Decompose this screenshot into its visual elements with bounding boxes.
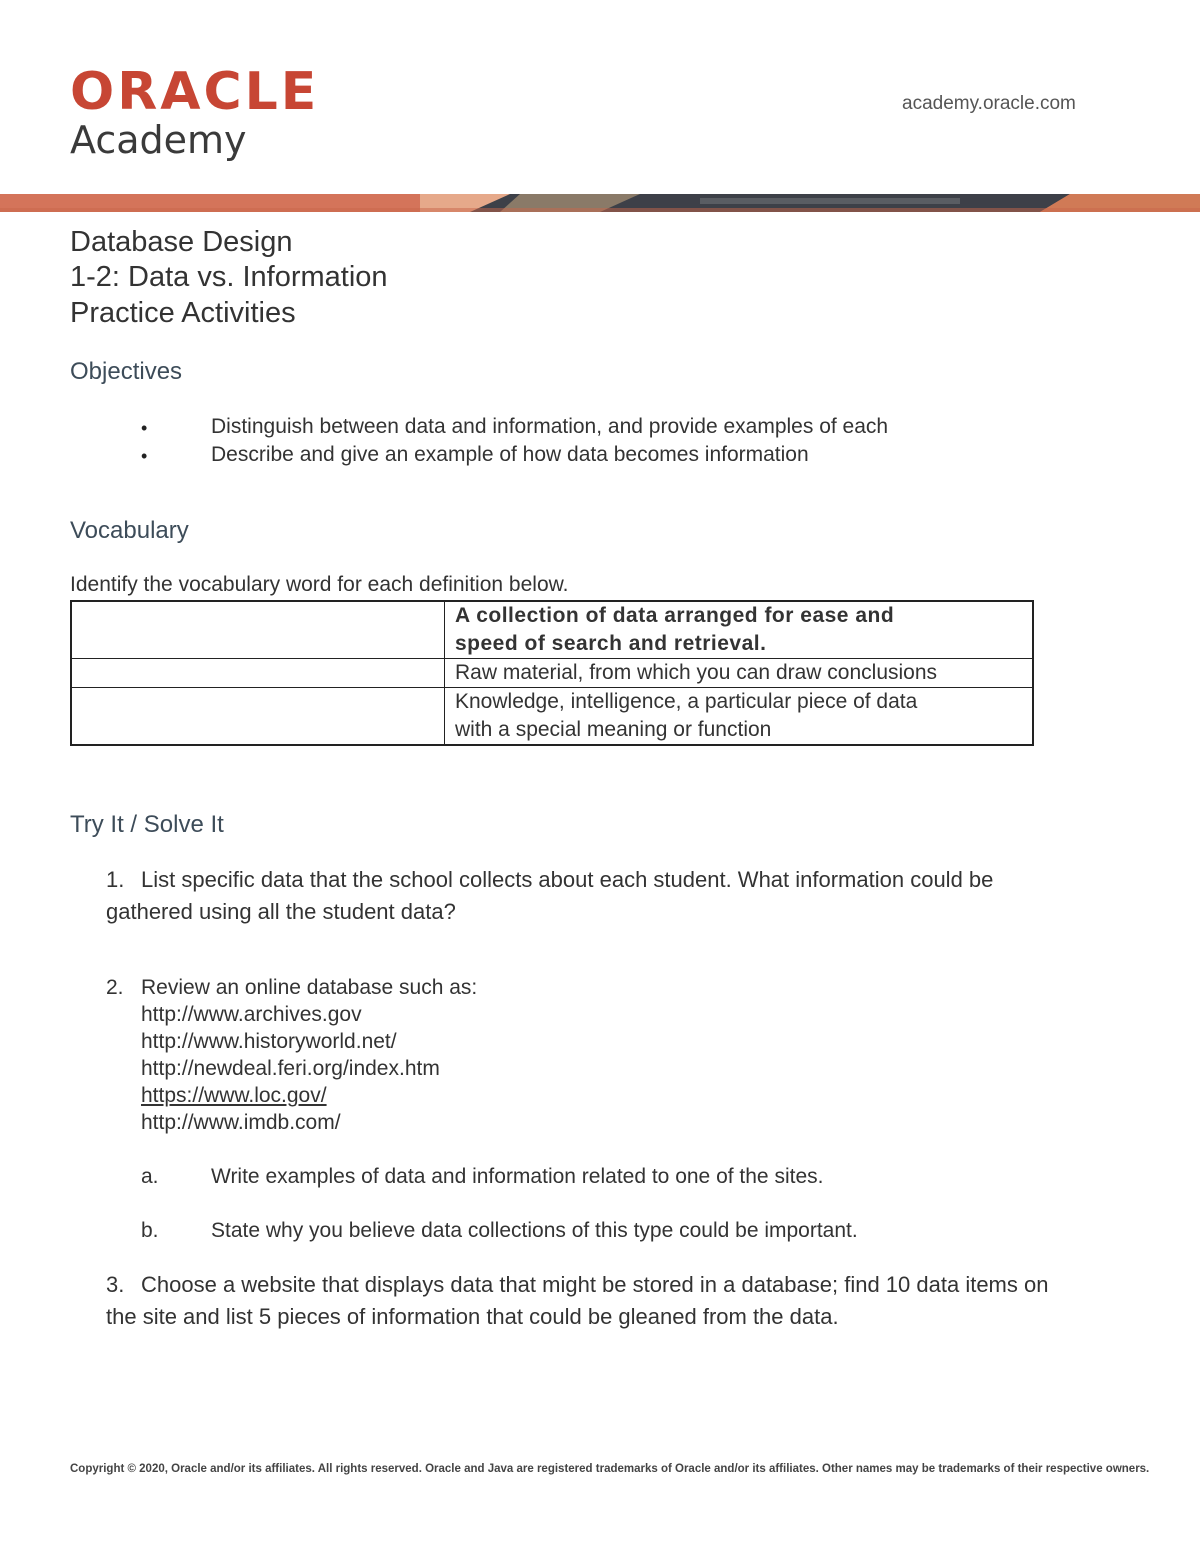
vocab-definition-cell (445, 601, 1034, 659)
site-url: academy.oracle.com (902, 93, 1076, 114)
section-title: Practice Activities (70, 297, 296, 329)
vocab-term-cell[interactable] (71, 688, 445, 746)
database-link[interactable]: https://www.loc.gov/ (141, 1084, 327, 1107)
table-row (71, 688, 1033, 746)
database-link[interactable]: http://www.archives.gov (141, 1003, 362, 1026)
database-link[interactable]: http://www.imdb.com/ (141, 1111, 341, 1134)
bullet-icon: • (141, 418, 148, 438)
question-3-text-cont: the site and list 5 pieces of information that could be gleaned from the data. (106, 1304, 839, 1329)
table-row (71, 659, 1033, 688)
academy-logo-text: Academy (70, 118, 247, 162)
vocab-definition-cell (445, 659, 1034, 688)
objective-item: Distinguish between data and information, and provide examples of each (211, 415, 889, 438)
definition-line: A collection of data arranged for ease and (455, 604, 895, 627)
vocab-term-cell[interactable] (71, 601, 445, 659)
table-row (71, 601, 1033, 659)
copyright-footer: Copyright © 2020, Oracle and/or its affiliates. All rights reserved. Oracle and Java are registered trademarks of Oracle and/or its affiliates. Other names may be trademarks of their respective owners. (70, 1463, 1150, 1475)
sub-question-label: b. (141, 1219, 159, 1242)
definition-line: speed of search and retrieval. (455, 632, 767, 655)
database-link[interactable]: http://newdeal.feri.org/index.htm (141, 1057, 440, 1080)
question-2-intro: Review an online database such as: (141, 976, 478, 999)
lesson-title: 1-2: Data vs. Information (70, 261, 388, 293)
decorative-banner (0, 194, 1200, 212)
question-3-text: Choose a website that displays data that might be stored in a database; find 10 data items on (141, 1272, 1049, 1297)
definition-line: Raw material, from which you can draw conclusions (455, 661, 938, 684)
course-title: Database Design (70, 226, 293, 258)
question-1-text-cont: gathered using all the student data? (106, 899, 456, 924)
question-number: 2. (106, 976, 124, 999)
vocab-term-cell[interactable] (71, 659, 445, 688)
question-number: 3. (106, 1272, 125, 1297)
sub-question-a-text: Write examples of data and information related to one of the sites. (211, 1165, 824, 1188)
objectives-heading: Objectives (70, 358, 183, 385)
sub-question-b-text: State why you believe data collections of this type could be important. (211, 1219, 858, 1242)
oracle-logo: ORACLE (70, 62, 320, 122)
definition-line: with a special meaning or function (455, 718, 772, 741)
definition-line: Knowledge, intelligence, a particular piece of data (455, 690, 918, 713)
vocabulary-heading: Vocabulary (70, 517, 189, 544)
vocabulary-instructions: Identify the vocabulary word for each definition below. (70, 573, 569, 596)
try-it-heading: Try It / Solve It (70, 811, 224, 838)
bullet-icon: • (141, 446, 148, 466)
vocab-definition-cell (445, 688, 1034, 746)
vocabulary-table (70, 600, 1034, 746)
sub-question-label: a. (141, 1165, 159, 1188)
database-link[interactable]: http://www.historyworld.net/ (141, 1030, 397, 1053)
question-number: 1. (106, 867, 125, 892)
question-1-text: List specific data that the school collects about each student. What information could be (141, 867, 994, 892)
objective-item: Describe and give an example of how data becomes information (211, 443, 809, 466)
